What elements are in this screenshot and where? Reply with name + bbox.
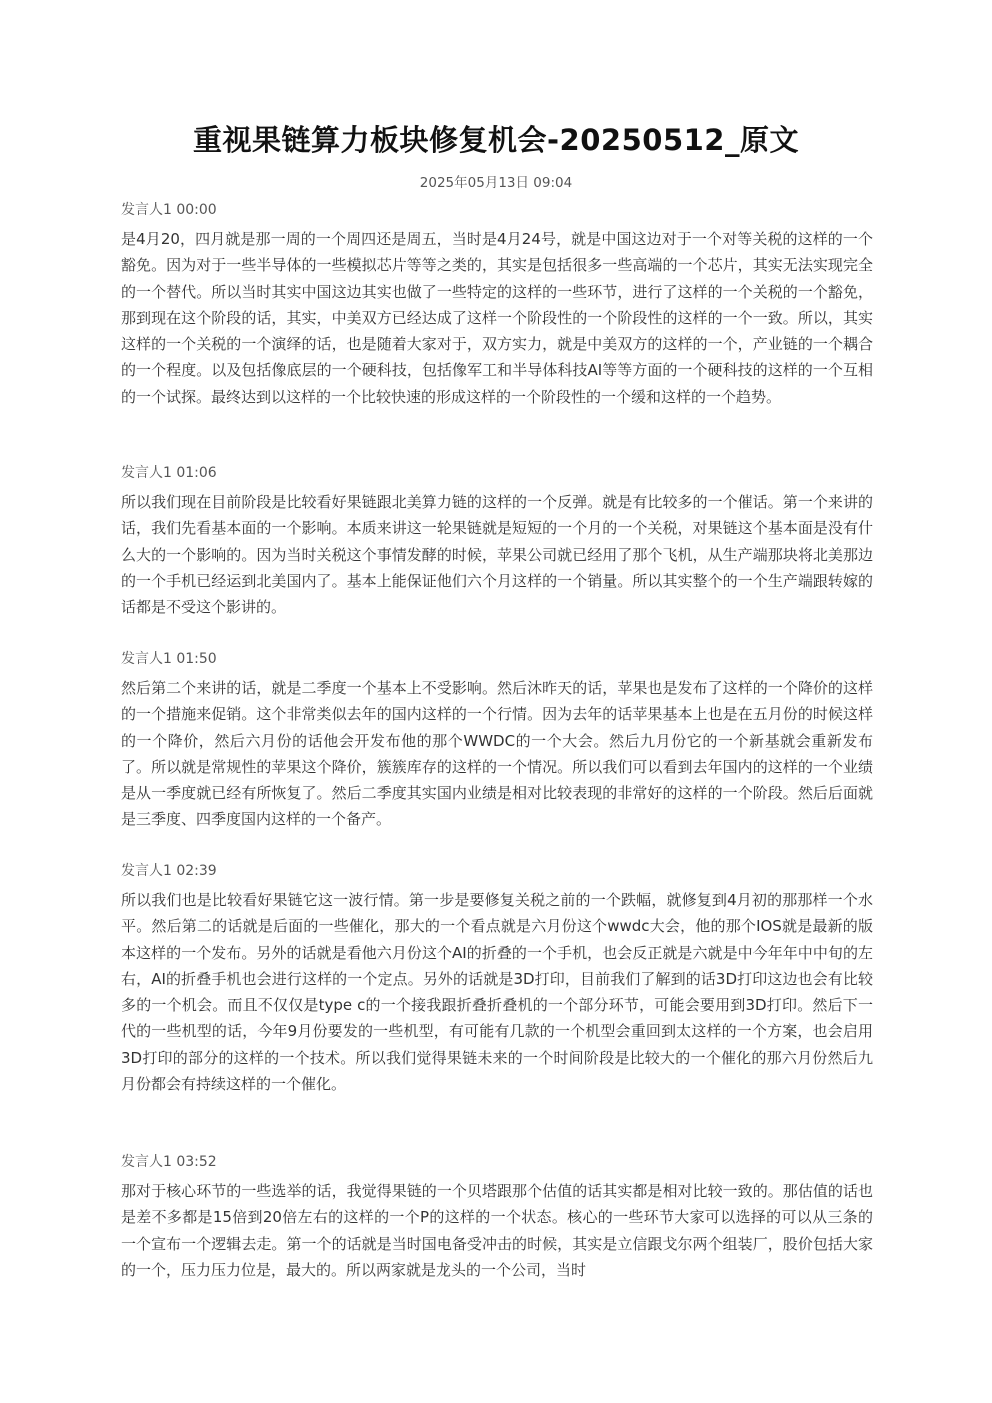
speaker-timestamp: 发言人1 02:39 (121, 863, 217, 879)
segment-text: 是4月20，四月就是那一周的一个周四还是周五，当时是4月24号，就是中国这边对于一个对等关税的这样的一个豁免。因为对于一些半导体的一些模拟芯片等等之类的，其实是包括很多一些高端的一个芯片，其实无法实现完全的一个替代。所以当时其实中国这边其实也做了一些特定的这样的一些环节，进行了这样的一个关税的一个豁免，那到现在这个阶段的话，其实，中美双方已经达成了这样一个阶段性的一个阶段性的这样的一个一致。所以，其实这样的一个关税的一个演绎的话，也是随着大家对于，双方实力，就是中美双方的这样的一个，产业链的一个耦合的一个程度。以及包括像底层的一个硬科技，包括像军工和半导体科技AI等等方面的一个硬科技的这样的一个互相的一个试探。最终达到以这样的一个比较快速的形成这样的一个阶段性的一个缓和这样的一个趋势。 (121, 230, 873, 406)
speaker-timestamp: 发言人1 01:50 (121, 651, 217, 667)
segment-text: 所以我们现在目前阶段是比较看好果链跟北美算力链的这样的一个反弹。就是有比较多的一个催话。第一个来讲的话，我们先看基本面的一个影响。本质来讲这一轮果链就是短短的一个月的一个关税，对果链这个基本面是没有什么大的一个影响的。因为当时关税这个事情发酵的时候，苹果公司就已经用了那个飞机，从生产端那块将北美那边的一个手机已经运到北美国内了。基本上能保证他们六个月这样的一个销量。所以其实整个的一个生产端跟转嫁的话都是不受这个影讲的。 (121, 493, 873, 617)
transcript-segment (121, 649, 873, 833)
segment-text: 那对于核心环节的一些选举的话，我觉得果链的一个贝塔跟那个估值的话其实都是相对比较一致的。那估值的话也是差不多都是15倍到20倍左右的这样的一个P的这样的一个状态。核心的一些环节大家可以选择的可以从三条的一个宣布一个逻辑去走。第一个的话就是当时国电备受冲击的时候，其实是立信跟戈尔两个组装厂，股价包括大家的一个，压力压力位是，最大的。所以两家就是龙头的一个公司，当时 (121, 1182, 873, 1279)
speaker-timestamp: 发言人1 03:52 (121, 1154, 217, 1170)
transcript-segment (121, 1152, 873, 1283)
transcript-segment (121, 463, 873, 620)
speaker-timestamp: 发言人1 01:06 (121, 465, 217, 481)
transcript-segment (121, 200, 873, 410)
segment-text: 然后第二个来讲的话，就是二季度一个基本上不受影响。然后沐昨天的话，苹果也是发布了这样的一个降价的这样的一个措施来促销。这个非常类似去年的国内这样的一个行情。因为去年的话苹果基本上也是在五月份的时候这样的一个降价，然后六月份的话他会开发布他的那个WWDC的一个大会。然后九月份它的一个新基就会重新发布了。所以就是常规性的苹果这个降价，簇簇库存的这样的一个情况。所以我们可以看到去年国内的这样的一个业绩是从一季度就已经有所恢复了。然后二季度其实国内业绩是相对比较表现的非常好的这样的一个阶段。然后后面就是三季度、四季度国内这样的一个备产。 (121, 679, 873, 829)
document-datetime: 2025年05月13日 09:04 (419, 175, 573, 191)
segment-text: 所以我们也是比较看好果链它这一波行情。第一步是要修复关税之前的一个跌幅，就修复到4月初的那那样一个水平。然后第二的话就是后面的一些催化，那大的一个看点就是六月份这个wwdc大会，他的那个IOS就是最新的版本这样的一个发布。另外的话就是看他六月份这个AI的折叠的一个手机，也会反正就是六就是中今年年中中旬的左右，AI的折叠手机也会进行这样的一个定点。另外的话就是3D打印，目前我们了解到的话3D打印这边也会有比较多的一个机会。而且不仅仅是type c的一个接我跟折叠折叠机的一个部分环节，可能会要用到3D打印。然后下一代的一些机型的话，今年9月份要发的一些机型，有可能有几款的一个机型会重回到太这样的一个方案，也会启用3D打印的部分的这样的一个技术。所以我们觉得果链未来的一个时间阶段是比较大的一个催化的那六月份然后九月份都会有持续这样的一个催化。 (121, 891, 873, 1094)
transcript-segment (121, 861, 873, 1097)
document-title: 重视果链算力板块修复机会-20250512_原文 (193, 123, 799, 157)
speaker-timestamp: 发言人1 00:00 (121, 202, 217, 218)
